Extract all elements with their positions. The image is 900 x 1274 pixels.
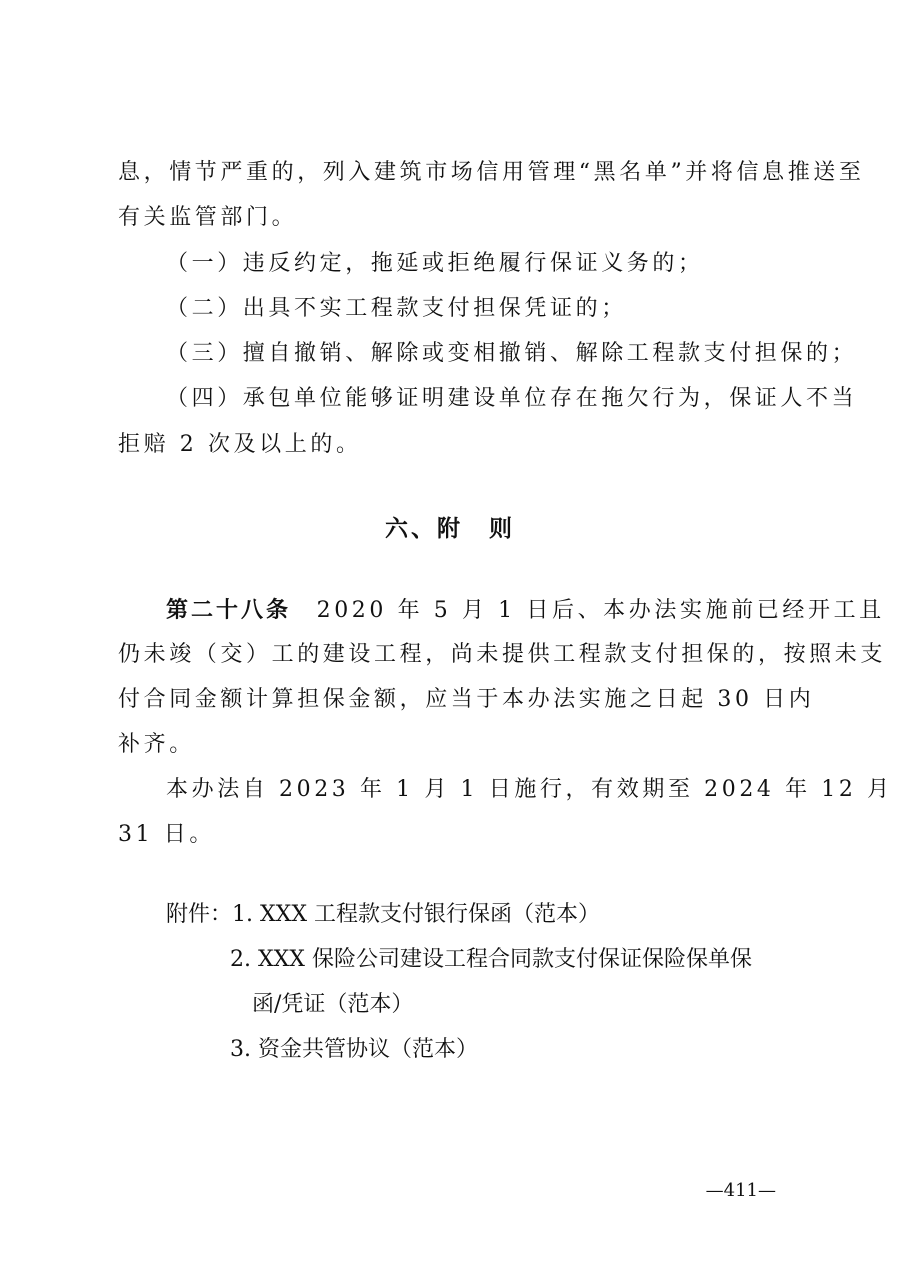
attachment-item-2-continuation: 函/凭证（范本）: [252, 992, 414, 1017]
clause-item: （三）擅自撤销、解除或变相撤销、解除工程款支付担保的；: [166, 341, 858, 366]
effective-date-line1: 本办法自 2023 年 1 月 1 日施行，有效期至 2024 年 12 月: [166, 777, 893, 802]
effective-date-line2: 31 日。: [118, 822, 215, 847]
clause-item: （一）违反约定，拖延或拒绝履行保证义务的；: [166, 251, 704, 276]
page-number: —411—: [705, 1180, 776, 1201]
attachment-item-3: 3. 资金共管协议（范本）: [230, 1037, 478, 1062]
clause-item: （二）出具不实工程款支付担保凭证的；: [166, 296, 627, 321]
article-28-line3: 付合同金额计算担保金额，应当于本办法实施之日起 30 日内: [118, 687, 815, 712]
attachment-item-1: 1. XXX 工程款支付银行保函（范本）: [232, 902, 600, 927]
paragraph-line: 息，情节严重的，列入建筑市场信用管理“黑名单”并将信息推送至: [118, 160, 865, 185]
article-28-line1: [166, 595, 885, 626]
clause-item: （四）承包单位能够证明建设单位存在拖欠行为，保证人不当: [166, 386, 858, 411]
article-28-line2: 仍未竣（交）工的建设工程，尚未提供工程款支付担保的，按照未支: [118, 642, 887, 667]
article-text: 2020 年 5 月 1 日后、本办法实施前已经开工且: [291, 598, 885, 623]
attachment-item-2: 2. XXX 保险公司建设工程合同款支付保证保险保单保: [230, 947, 752, 972]
clause-item-continuation: 拒赔 2 次及以上的。: [118, 432, 362, 457]
paragraph-line: 有关监管部门。: [118, 205, 298, 230]
attachments-prefix: 附件：: [166, 902, 233, 927]
article-28-line4: 补齐。: [118, 732, 195, 757]
attachments-label: [166, 900, 600, 930]
article-label: 第二十八条: [166, 597, 292, 623]
section-title: 六、附 则: [385, 515, 515, 542]
